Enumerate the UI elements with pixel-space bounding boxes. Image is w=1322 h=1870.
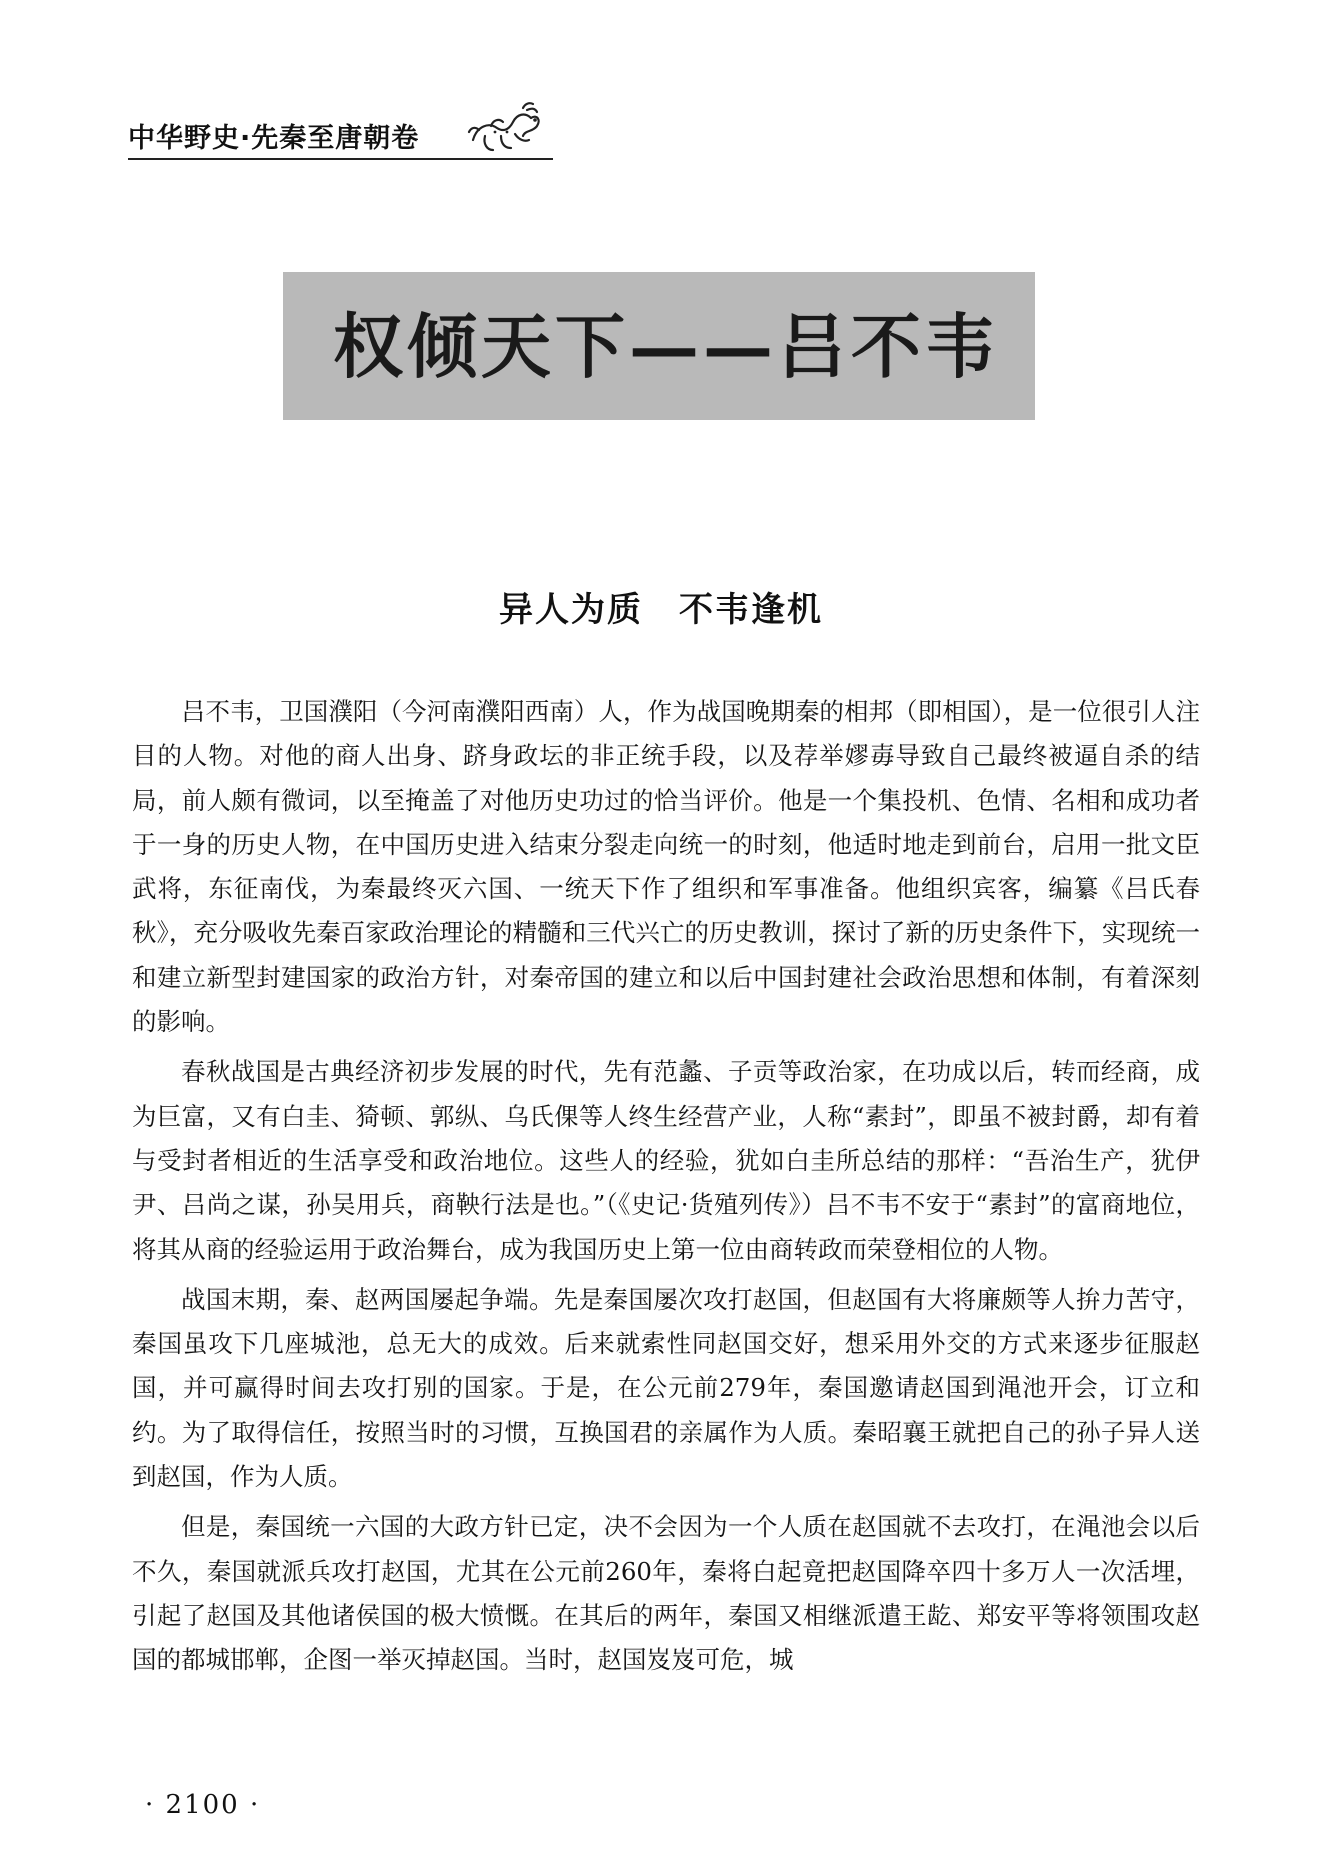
body-text [132,690,1200,1689]
chapter-title: 权倾天下——吕不韦 [333,305,999,388]
book-title: 中华野史·先秦至唐朝卷 [128,123,420,154]
paragraph-4: 但是，秦国统一六国的大政方针已定，决不会因为一个人质在赵国就不去攻打，在渑池会以后不久，秦国就派兵攻打赵国，尤其在公元前260年，秦将白起竟把赵国降卒四十多万人一次活埋，引起了赵国及其他诸侯国的极大愤慨。在其后的两年，秦国又相继派遣王龁、郑安平等将领围攻赵国的都城邯郸，企图一举灭掉赵国。当时，赵国岌岌可危，城 [132,1512,1200,1675]
paragraph-2: 春秋战国是古典经济初步发展的时代，先有范蠡、子贡等政治家，在功成以后，转而经商，成为巨富，又有白圭、猗顿、郭纵、乌氏倮等人终生经营产业，人称“素封”，即虽不被封爵，却有着与受封者相近的生活享受和政治地位。这些人的经验，犹如白圭所总结的那样：“吾治生产，犹伊尹、吕尚之谋，孙吴用兵，商鞅行法是也。”（《史记·货殖列传》）吕不韦不安于“素封”的富商地位，将其从商的经验运用于政治舞台，成为我国历史上第一位由商转政而荣登相位的人物。 [132,1057,1200,1264]
page-number: · 2100 · [145,1790,261,1820]
chapter-title-banner [283,272,1035,420]
section-title: 异人为质 不韦逢机 [499,590,823,630]
paragraph-3: 战国末期，秦、赵两国屡起争端。先是秦国屡次攻打赵国，但赵国有大将廉颇等人拚力苦守，秦国虽攻下几座城池，总无大的成效。后来就索性同赵国交好，想采用外交的方式来逐步征服赵国，并可赢得时间去攻打别的国家。于是，在公元前279年，秦国邀请赵国到渑池开会，订立和约。为了取得信任，按照当时的习惯，互换国君的亲属作为人质。秦昭襄王就把自己的孙子异人送到赵国，作为人质。 [132,1284,1200,1492]
header-rule [128,158,553,160]
paragraph-1: 吕不韦，卫国濮阳（今河南濮阳西南）人，作为战国晚期秦的相邦（即相国），是一位很引人注目的人物。对他的商人出身、跻身政坛的非正统手段，以及荐举嫪毐导致自己最终被逼自杀的结局，前人颇有微词，以至掩盖了对他历史功过的恰当评价。他是一个集投机、色情、名相和成功者于一身的历史人物，在中国历史进入结束分裂走向统一的时刻，他适时地走到前台，启用一批文臣武将，东征南伐，为秦最终灭六国、一统天下作了组织和军事准备。他组织宾客，编纂《吕氏春秋》，充分吸收先秦百家政治理论的精髓和三代兴亡的历史教训，探讨了新的历史条件下，实现统一和建立新型封建国家的政治方针，对秦帝国的建立和以后中国封建社会政治思想和体制，有着深刻的影响。 [132,697,1200,1037]
dragon-emblem-icon [465,96,547,158]
